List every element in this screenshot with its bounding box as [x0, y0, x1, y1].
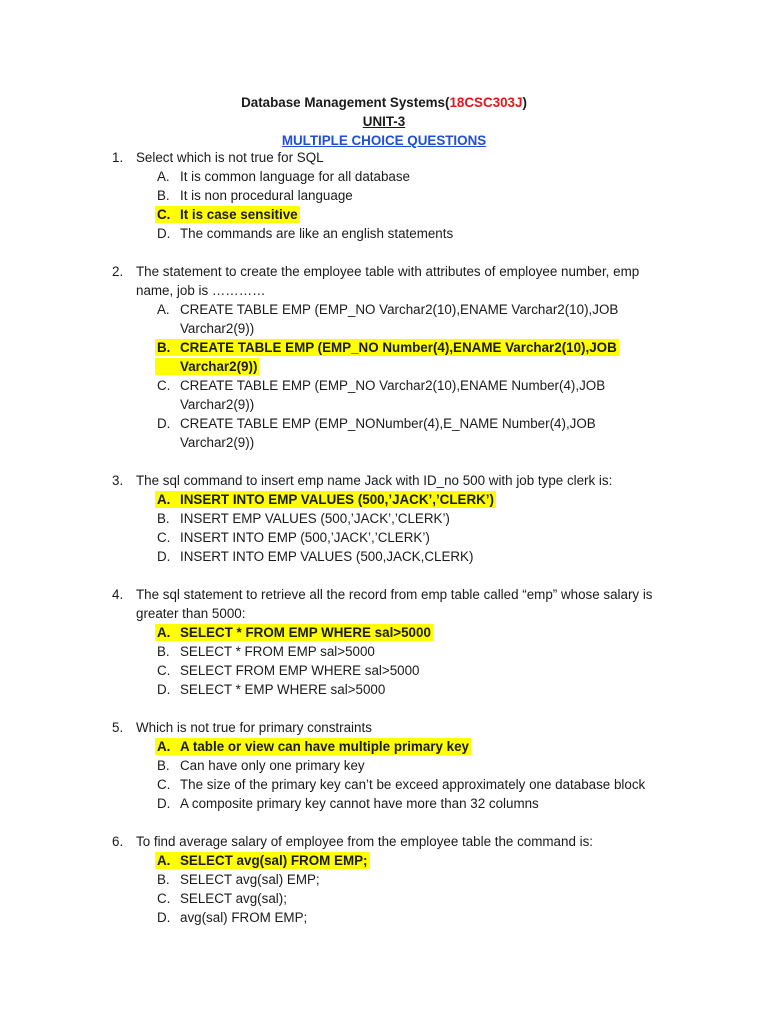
option-line — [0, 775, 768, 794]
option-line — [0, 300, 768, 319]
question-stem-line — [0, 585, 768, 604]
option-line — [0, 851, 768, 870]
answer-option — [0, 376, 768, 414]
option-text: SELECT * EMP WHERE sal>5000 — [180, 682, 386, 697]
question-2 — [0, 262, 768, 452]
question-stem-line — [0, 281, 768, 300]
answer-option — [0, 775, 768, 794]
option-letter: C. — [157, 378, 171, 393]
option-line — [0, 490, 768, 509]
question-6 — [0, 832, 768, 927]
answer-option — [0, 300, 768, 338]
option-line — [0, 756, 768, 775]
answer-option — [0, 908, 768, 927]
option-line — [0, 319, 768, 338]
option-letter: B. — [157, 340, 171, 355]
answer-option — [0, 547, 768, 566]
answer-option-correct — [0, 205, 768, 224]
option-letter: D. — [157, 796, 171, 811]
answer-option — [0, 756, 768, 775]
option-letter: C. — [157, 891, 171, 906]
option-letter: A. — [157, 492, 171, 507]
question-text: Select which is not true for SQL — [136, 150, 324, 165]
option-text: INSERT EMP VALUES (500,’JACK’,’CLERK’) — [180, 511, 450, 526]
option-text: It is non procedural language — [180, 188, 353, 203]
option-line — [0, 623, 768, 642]
option-text: CREATE TABLE EMP (EMP_NO Varchar2(10),ENAME Number(4),JOB — [180, 378, 606, 393]
option-letter: B. — [157, 644, 170, 659]
option-letter: D. — [157, 549, 171, 564]
question-stem-line — [0, 832, 768, 851]
option-text: SELECT avg(sal) EMP; — [180, 872, 320, 887]
option-text: Varchar2(9)) — [180, 397, 255, 412]
option-text: The commands are like an english statements — [180, 226, 454, 241]
option-line — [0, 680, 768, 699]
question-number: 2. — [112, 264, 124, 279]
option-line — [0, 737, 768, 756]
option-text: CREATE TABLE EMP (EMP_NO Varchar2(10),ENAME Varchar2(10),JOB — [180, 302, 619, 317]
option-line — [0, 395, 768, 414]
option-letter: B. — [157, 872, 170, 887]
unit-heading: UNIT-3 — [362, 114, 406, 129]
answer-option — [0, 889, 768, 908]
question-text: Which is not true for primary constraints — [136, 720, 372, 735]
option-text: SELECT * FROM EMP sal>5000 — [180, 644, 375, 659]
option-line — [0, 186, 768, 205]
option-text: Varchar2(9)) — [180, 359, 258, 374]
question-number: 5. — [112, 720, 124, 735]
option-letter: A. — [157, 302, 170, 317]
option-text: INSERT INTO EMP (500,’JACK’,’CLERK’) — [180, 530, 430, 545]
option-text: INSERT INTO EMP VALUES (500,JACK,CLERK) — [180, 549, 474, 564]
option-line — [0, 661, 768, 680]
question-stem-line — [0, 718, 768, 737]
option-text: Varchar2(9)) — [180, 435, 255, 450]
option-line — [0, 908, 768, 927]
answer-option-correct — [0, 737, 768, 756]
answer-option — [0, 680, 768, 699]
question-1 — [0, 148, 768, 243]
answer-option — [0, 186, 768, 205]
option-line — [0, 794, 768, 813]
question-stem-line — [0, 604, 768, 623]
option-letter: C. — [157, 207, 171, 222]
option-letter: D. — [157, 910, 171, 925]
option-letter: A. — [157, 739, 171, 754]
section-heading-link[interactable]: MULTIPLE CHOICE QUESTIONS — [281, 133, 487, 148]
option-text: It is common language for all database — [180, 169, 411, 184]
option-letter: D. — [157, 226, 171, 241]
option-text: SELECT avg(sal) FROM EMP; — [180, 853, 368, 868]
option-text: It is case sensitive — [180, 207, 298, 222]
question-list — [0, 148, 768, 946]
option-line — [0, 870, 768, 889]
answer-option — [0, 414, 768, 452]
answer-option-correct — [0, 851, 768, 870]
option-letter: D. — [157, 682, 171, 697]
option-letter: C. — [157, 663, 171, 678]
option-text: SELECT * FROM EMP WHERE sal>5000 — [180, 625, 431, 640]
option-line — [0, 338, 768, 357]
answer-option-correct — [0, 338, 768, 376]
question-stem-line — [0, 262, 768, 281]
title-suffix: ) — [522, 95, 527, 110]
option-line — [0, 224, 768, 243]
option-text: CREATE TABLE EMP (EMP_NO Number(4),ENAME Varchar2(10),JOB — [180, 340, 617, 355]
question-text: name, job is ………… — [136, 283, 266, 298]
option-letter: D. — [157, 416, 171, 431]
option-letter: A. — [157, 853, 171, 868]
answer-option — [0, 528, 768, 547]
answer-option-correct — [0, 490, 768, 509]
option-text: SELECT avg(sal); — [180, 891, 287, 906]
option-line — [0, 433, 768, 452]
option-letter: A. — [157, 625, 171, 640]
option-letter: B. — [157, 511, 170, 526]
question-5 — [0, 718, 768, 813]
question-number: 1. — [112, 150, 124, 165]
question-stem-line — [0, 471, 768, 490]
document-title — [0, 93, 768, 112]
answer-option — [0, 509, 768, 528]
option-letter: C. — [157, 530, 171, 545]
option-letter: A. — [157, 169, 170, 184]
option-line — [0, 547, 768, 566]
option-line — [0, 376, 768, 395]
option-line — [0, 528, 768, 547]
option-text: A table or view can have multiple primary key — [180, 739, 470, 754]
document-header — [0, 93, 768, 150]
option-line — [0, 642, 768, 661]
answer-option — [0, 661, 768, 680]
option-text: A composite primary key cannot have more than 32 columns — [180, 796, 539, 811]
question-text: greater than 5000: — [136, 606, 246, 621]
answer-option — [0, 167, 768, 186]
option-text: INSERT INTO EMP VALUES (500,’JACK’,’CLERK’) — [180, 492, 494, 507]
option-line — [0, 205, 768, 224]
option-text: CREATE TABLE EMP (EMP_NONumber(4),E_NAME Number(4),JOB — [180, 416, 596, 431]
question-text: The statement to create the employee table with attributes of employee number, emp — [136, 264, 640, 279]
option-letter: B. — [157, 188, 170, 203]
course-code: 18CSC303J — [449, 95, 523, 110]
question-text: To find average salary of employee from the employee table the command is: — [136, 834, 594, 849]
option-text: The size of the primary key can’t be exceed approximately one database block — [180, 777, 646, 792]
option-text: SELECT FROM EMP WHERE sal>5000 — [180, 663, 420, 678]
question-stem-line — [0, 148, 768, 167]
answer-option — [0, 642, 768, 661]
option-text: Can have only one primary key — [180, 758, 365, 773]
option-line — [0, 357, 768, 376]
answer-option — [0, 224, 768, 243]
answer-option — [0, 794, 768, 813]
option-text: avg(sal) FROM EMP; — [180, 910, 308, 925]
answer-option-correct — [0, 623, 768, 642]
question-number: 3. — [112, 473, 124, 488]
option-line — [0, 414, 768, 433]
answer-option — [0, 870, 768, 889]
option-line — [0, 167, 768, 186]
option-line — [0, 889, 768, 908]
question-number: 6. — [112, 834, 124, 849]
question-3 — [0, 471, 768, 566]
question-4 — [0, 585, 768, 699]
question-text: The sql command to insert emp name Jack with ID_no 500 with job type clerk is: — [136, 473, 613, 488]
title-prefix: Database Management Systems( — [241, 95, 450, 110]
option-letter: C. — [157, 777, 171, 792]
question-text: The sql statement to retrieve all the record from emp table called “emp” whose salary is — [136, 587, 653, 602]
option-text: Varchar2(9)) — [180, 321, 255, 336]
option-letter: B. — [157, 758, 170, 773]
option-line — [0, 509, 768, 528]
question-number: 4. — [112, 587, 124, 602]
